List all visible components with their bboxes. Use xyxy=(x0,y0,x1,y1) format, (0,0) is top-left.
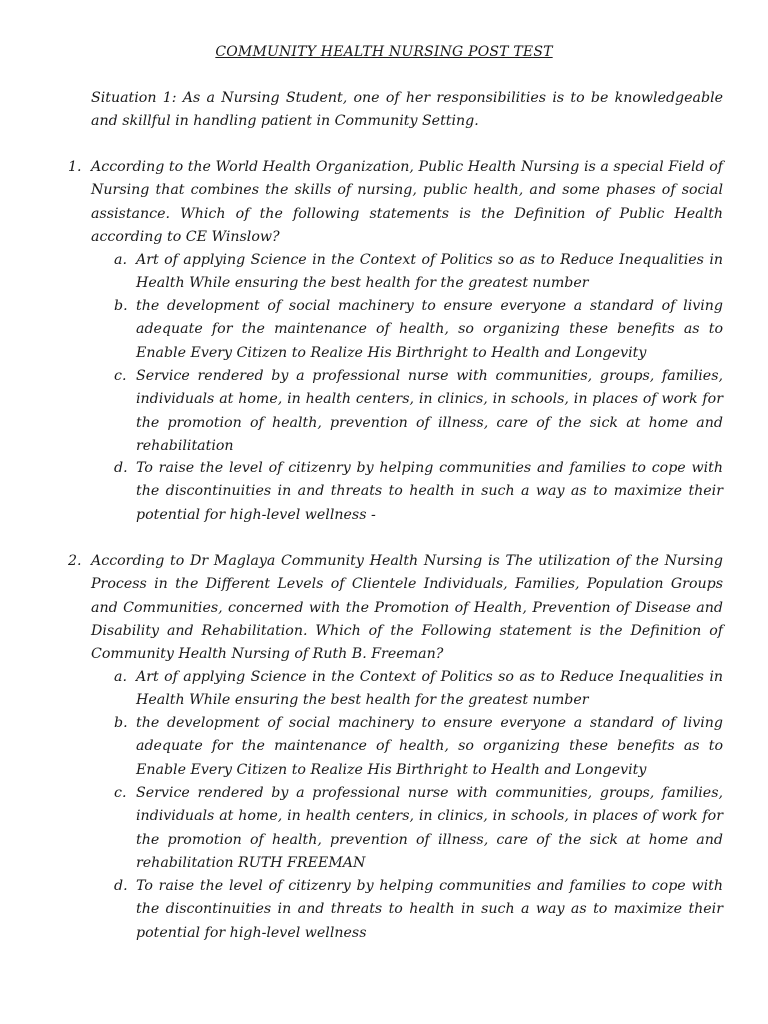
option-letter: c. xyxy=(114,785,127,801)
option-letter: a. xyxy=(114,252,127,268)
situation-text: Situation 1: As a Nursing Student, one of her responsibilities is to be knowledgeable and skillful in handling patient in Community Setting. xyxy=(91,90,723,130)
option-letter: c. xyxy=(114,368,127,384)
option-text: the development of social machinery to ensure everyone a standard of living adequate for the maintenance of health, so organizing these benefits as to Enable Every Citizen to Realize His Birthright to Health and Longevity xyxy=(136,715,723,778)
option-letter: d. xyxy=(114,460,128,476)
option-text: Service rendered by a professional nurse with communities, groups, families, individuals at home, in health centers, in clinics, in schools, in places of work for the promotion of health, prevention of illness, care of the sick at home and rehabilitation xyxy=(136,368,723,454)
option-text: Art of applying Science in the Context of Politics so as to Reduce Inequalities in Health While ensuring the best health for the greatest number xyxy=(136,669,723,709)
question-number: 2. xyxy=(68,553,82,569)
option-text: Art of applying Science in the Context of Politics so as to Reduce Inequalities in Health While ensuring the best health for the greatest number xyxy=(136,252,723,292)
document-title: COMMUNITY HEALTH NURSING POST TEST xyxy=(215,44,553,60)
option-text: To raise the level of citizenry by helping communities and families to cope with the discontinuities in and threats to health in such a way as to maximize their potential for high-level wellness xyxy=(136,878,723,941)
question-stem: According to Dr Maglaya Community Health Nursing is The utilization of the Nursing Process in the Different Levels of Clientele Individuals, Families, Population Groups and Communities, concerned with the Promotion of Health, Prevention of Disease and Disability and Rehabilitation. Which of the Following statement is the Definition of Community Health Nursing of Ruth B. Freeman? xyxy=(91,553,723,663)
option-letter: b. xyxy=(114,715,128,731)
option-text: To raise the level of citizenry by helping communities and families to cope with the discontinuities in and threats to health in such a way as to maximize their potential for high-level wellness - xyxy=(136,460,723,523)
question-stem: According to the World Health Organization, Public Health Nursing is a special Field of Nursing that combines the skills of nursing, public health, and some phases of social assistance. Which of the following statements is the Definition of Public Health according to CE Winslow? xyxy=(91,159,723,245)
option-text: Service rendered by a professional nurse with communities, groups, families, individuals at home, in health centers, in clinics, in schools, in places of work for the promotion of health, prevention of illness, care of the sick at home and rehabilitation RUTH FREEMAN xyxy=(136,785,723,871)
option-letter: a. xyxy=(114,669,127,685)
question-number: 1. xyxy=(68,159,82,175)
option-letter: d. xyxy=(114,878,128,894)
option-letter: b. xyxy=(114,298,128,314)
option-text: the development of social machinery to ensure everyone a standard of living adequate for the maintenance of health, so organizing these benefits as to Enable Every Citizen to Realize His Birthright to Health and Longevity xyxy=(136,298,723,361)
